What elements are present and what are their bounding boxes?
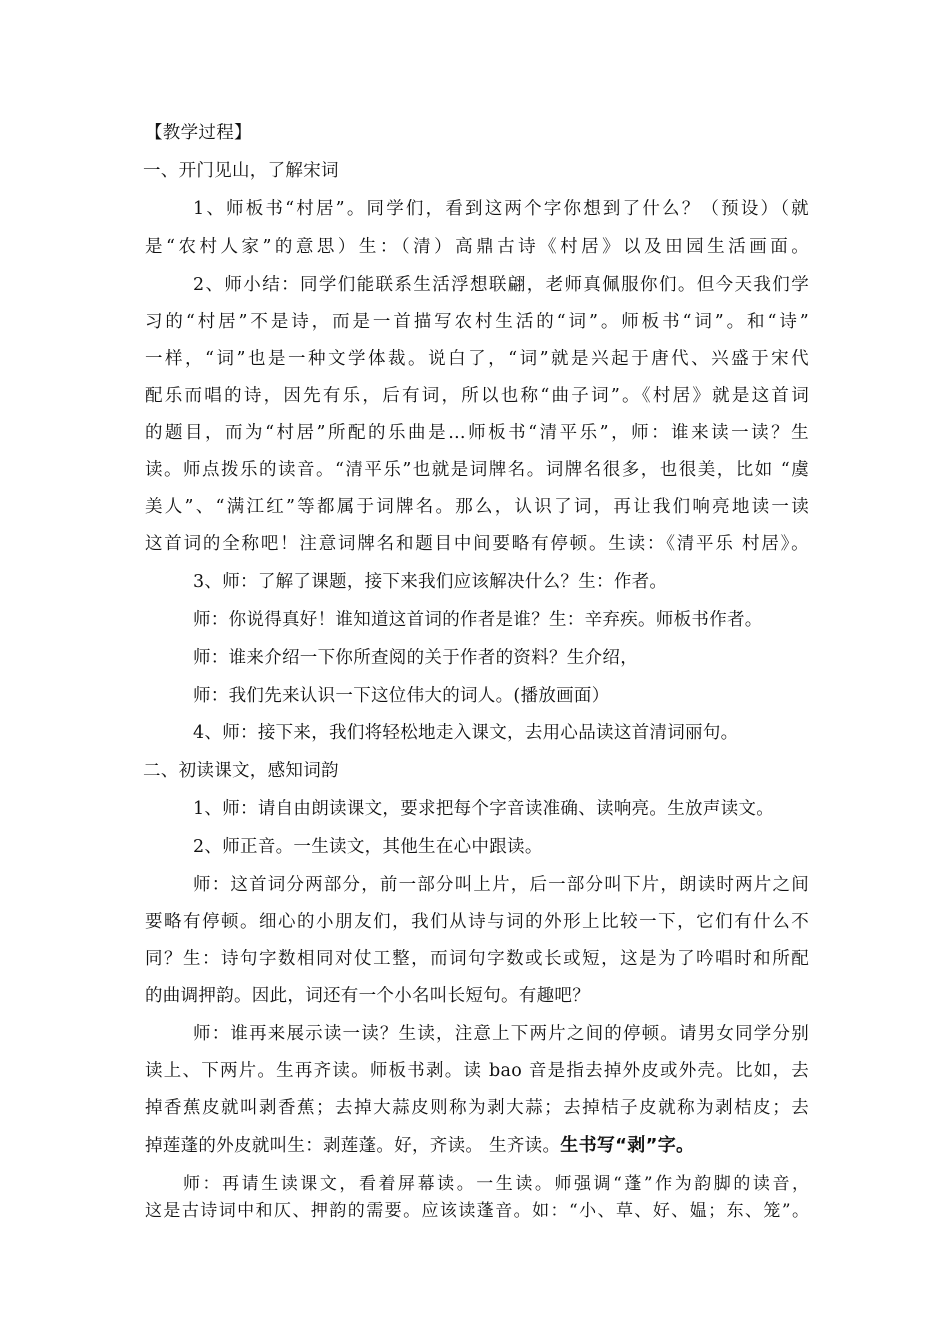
section-heading: 【教学过程】 <box>145 123 252 143</box>
s1-p2-line-3: 一样，“词”也是一种文学体裁。说白了，“词”就是兴起于唐代、兴盛于宋代 <box>145 349 809 369</box>
s1-p1-line-1: 1、师板书“村居”。同学们，看到这两个字你想到了什么？（预设）（就 <box>193 199 809 219</box>
s1-p1-line-2: 是“农村人家”的意思）生：（清）高鼎古诗《村居》以及田园生活画面。 <box>145 237 809 257</box>
section-2-title: 二、初读课文，感知词韵 <box>143 761 339 781</box>
s2-p1: 1、师：请自由朗读课文，要求把每个字音读准确、读响亮。生放声读文。 <box>193 799 775 819</box>
s2-p5-line-1: 师：再请生读课文，看着屏幕读。一生读。师强调“蓬”作为韵脚的读音， <box>183 1174 809 1194</box>
s2-p4-line-3: 掉香蕉皮就叫剥香蕉；去掉大蒜皮则称为剥大蒜；去掉桔子皮就称为剥桔皮；去 <box>145 1098 809 1118</box>
s2-p4-line-4-text: 掉莲蓬的外皮就叫生：剥莲蓬。好，齐读。 生齐读。 <box>145 1136 561 1156</box>
s1-p4: 4、师：接下来，我们将轻松地走入课文，去用心品读这首清词丽句。 <box>193 723 739 743</box>
s1-p3a: 师：你说得真好！谁知道这首词的作者是谁？生：辛弃疾。师板书作者。 <box>193 610 763 630</box>
s2-p4-line-4 <box>145 1133 694 1159</box>
s1-p2-line-2: 习的“村居”不是诗，而是一首描写农村生活的“词”。师板书“词”。和“诗” <box>145 312 809 332</box>
s1-p3b: 师：谁来介绍一下你所查阅的关于作者的资料？生介绍， <box>193 648 638 668</box>
s1-p2-line-1: 2、师小结：同学们能联系生活浮想联翩，老师真佩服你们。但今天我们学 <box>193 275 809 295</box>
s1-p2-line-8: 这首词的全称吧！注意词牌名和题目中间要略有停顿。生读：《清平乐 村居》。 <box>145 534 809 554</box>
s1-p2-line-5: 的题目，而为“村居”所配的乐曲是…师板书“清平乐”，师：谁来读一读？生 <box>145 423 809 443</box>
s2-p3-line-4: 的曲调押韵。因此，词还有一个小名叫长短句。有趣吧？ <box>145 986 590 1006</box>
s2-p2: 2、师正音。一生读文，其他生在心中跟读。 <box>193 837 543 857</box>
s1-p2-line-7: 美人”、“满江红”等都属于词牌名。那么，认识了词，再让我们响亮地读一读 <box>145 497 809 517</box>
s1-p2-line-4: 配乐而唱的诗，因先有乐，后有词，所以也称“曲子词”。《村居》就是这首词 <box>145 386 809 406</box>
section-1-title: 一、开门见山，了解宋词 <box>143 161 339 181</box>
s2-p3-line-3: 同？生：诗句字数相同对仗工整，而词句字数或长或短，这是为了吟唱时和所配 <box>145 949 809 969</box>
s1-p3: 3、师：了解了课题，接下来我们应该解决什么？生：作者。 <box>193 572 668 592</box>
s2-p4-line-1: 师：谁再来展示读一读？生读，注意上下两片之间的停顿。请男女同学分别 <box>193 1024 809 1044</box>
s2-p4-line-4-emphasis: 生书写“剥”字。 <box>560 1135 695 1156</box>
s1-p2-line-6: 读。师点拨乐的读音。“清平乐”也就是词牌名。词牌名很多，也很美，比如 “虞 <box>145 460 809 480</box>
s2-p5-line-2: 这是古诗词中和仄、押韵的需要。应该读蓬音。如：“小、草、好、媪；东、笼”。 <box>145 1201 809 1221</box>
s1-p3c: 师：我们先来认识一下这位伟大的词人。(播放画面） <box>193 686 610 706</box>
s2-p3-line-2: 要略有停顿。细心的小朋友们，我们从诗与词的外形上比较一下，它们有什么不 <box>145 912 809 932</box>
s2-p4-line-2: 读上、下两片。生再齐读。师板书剥。读 bao 音是指去掉外皮或外壳。比如，去 <box>145 1061 809 1081</box>
s2-p3-line-1: 师：这首词分两部分，前一部分叫上片，后一部分叫下片，朗读时两片之间 <box>193 875 809 895</box>
